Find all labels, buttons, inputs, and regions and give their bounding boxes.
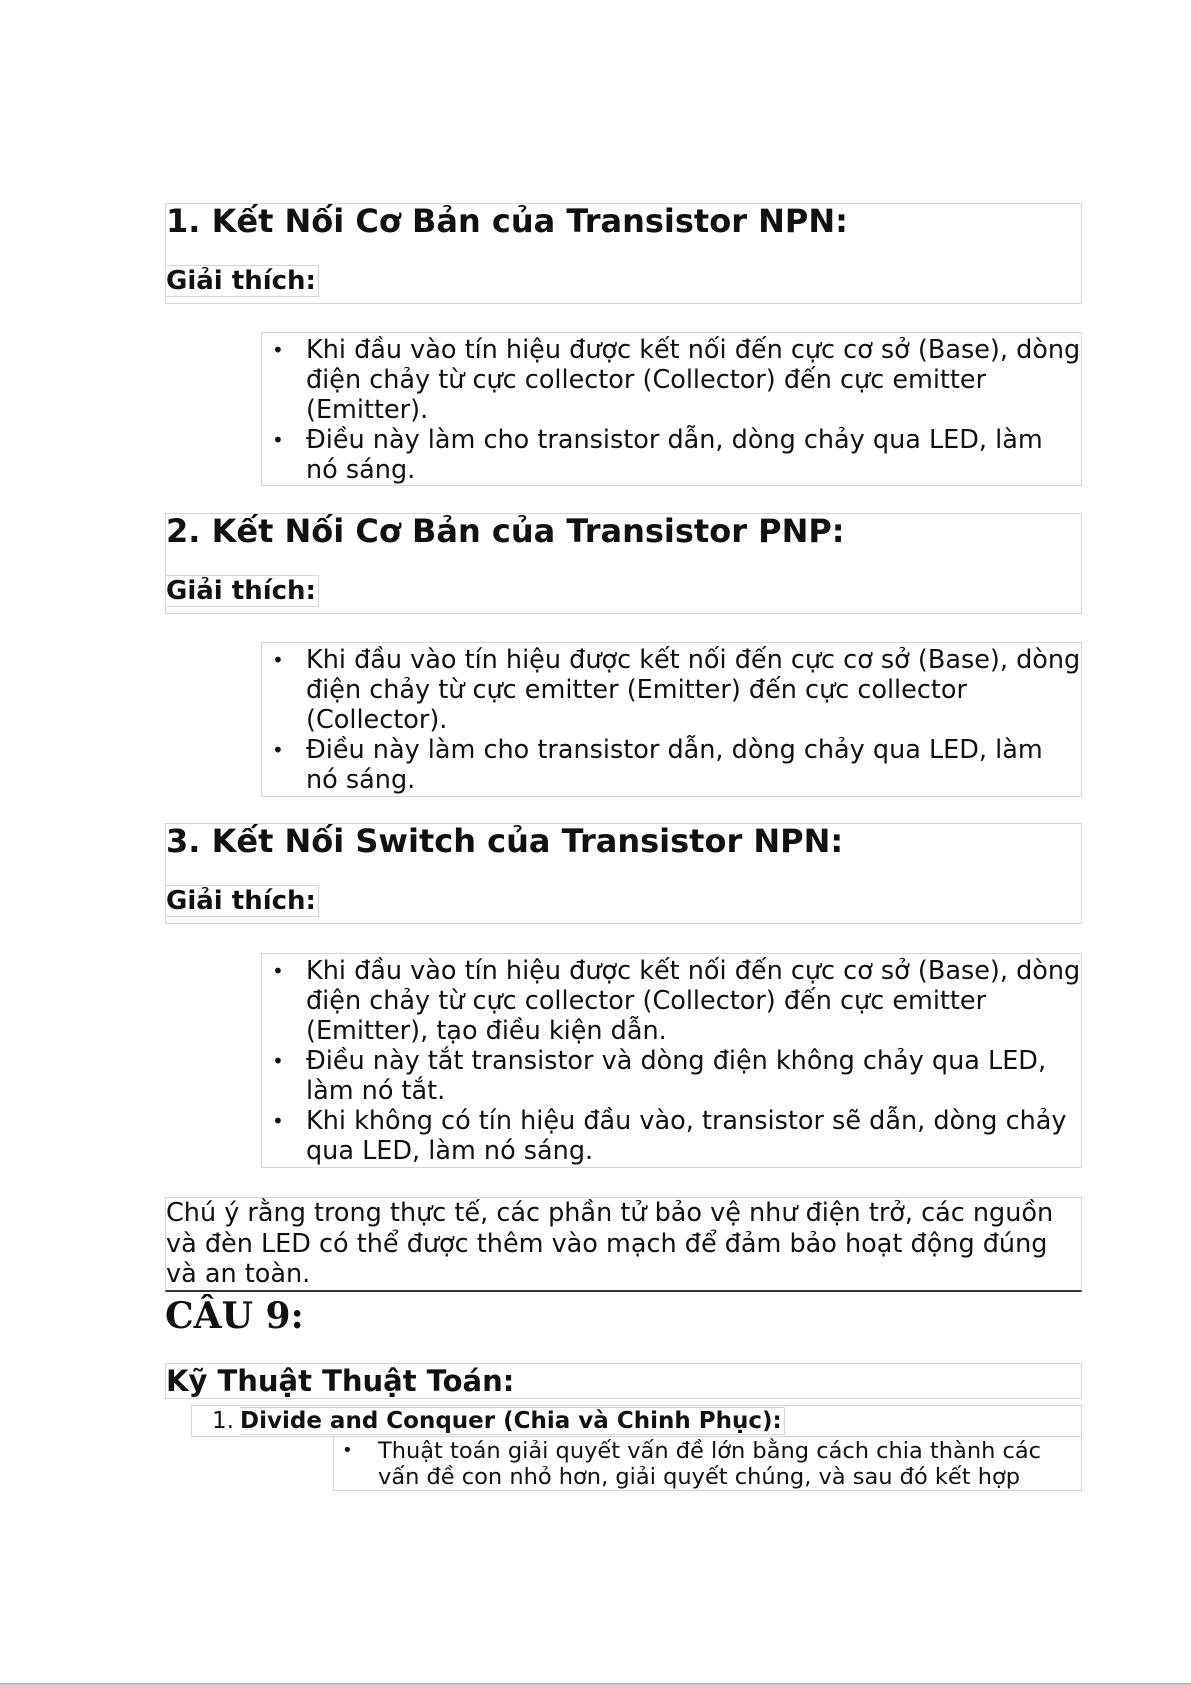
bullet-list bbox=[262, 335, 1081, 485]
list-item: • Khi đầu vào tín hiệu được kết nối đến cực cơ sở (Base), dòng điện chảy từ cực collector (Collector) đến cực emitter (Emitter). bbox=[262, 335, 1081, 425]
section-1-bullets bbox=[261, 332, 1082, 486]
algo-heading: Kỹ Thuật Thuật Toán: bbox=[166, 1364, 515, 1398]
list-item: • Điều này làm cho transistor dẫn, dòng chảy qua LED, làm nó sáng. bbox=[262, 425, 1081, 485]
section-1-title: 1. Kết Nối Cơ Bản của Transistor NPN: bbox=[166, 202, 848, 240]
section-3-header bbox=[165, 823, 1082, 924]
question-heading: CÂU 9: bbox=[165, 1295, 304, 1337]
list-item-line: vấn đề con nhỏ hơn, giải quyết chúng, và sau đó kết hợp bbox=[378, 1464, 1021, 1490]
question-heading-block bbox=[165, 1296, 1082, 1336]
section-3-title: 3. Kết Nối Switch của Transistor NPN: bbox=[166, 822, 844, 860]
list-item: • Khi không có tín hiệu đầu vào, transistor sẽ dẫn, dòng chảy qua LED, làm nó sáng. bbox=[262, 1106, 1081, 1166]
nested-bullet-list bbox=[334, 1438, 1081, 1490]
list-item bbox=[334, 1438, 1081, 1490]
section-3-bullets bbox=[261, 953, 1082, 1168]
list-number: 1. bbox=[212, 1408, 234, 1434]
ordered-list bbox=[191, 1405, 1082, 1437]
bullet-list bbox=[262, 645, 1081, 795]
ordered-list-item bbox=[192, 1407, 1081, 1435]
section-2-bullets bbox=[261, 642, 1082, 797]
section-2-label: Giải thích: bbox=[166, 575, 319, 607]
note-text: Chú ý rằng trong thực tế, các phần tử bảo vệ như điện trở, các nguồn và đèn LED có thể được thêm vào mạch để đảm bảo hoạt động đúng và an toàn. bbox=[166, 1198, 1054, 1289]
section-2-header bbox=[165, 513, 1082, 614]
section-1-label: Giải thích: bbox=[166, 265, 319, 297]
list-item-line: Thuật toán giải quyết vấn đề lớn bằng cách chia thành các bbox=[378, 1438, 1042, 1464]
list-item: • Điều này tắt transistor và dòng điện không chảy qua LED, làm nó tắt. bbox=[262, 1046, 1081, 1106]
list-item: • Điều này làm cho transistor dẫn, dòng chảy qua LED, làm nó sáng. bbox=[262, 735, 1081, 795]
list-item: • Khi đầu vào tín hiệu được kết nối đến cực cơ sở (Base), dòng điện chảy từ cực collector (Collector) đến cực emitter (Emitter), tạo điều kiện dẫn. bbox=[262, 956, 1081, 1046]
list-item-title: Divide and Conquer (Chia và Chinh Phục): bbox=[240, 1407, 785, 1435]
nested-bullets bbox=[333, 1436, 1082, 1491]
list-item: • Khi đầu vào tín hiệu được kết nối đến cực cơ sở (Base), dòng điện chảy từ cực emitter (Emitter) đến cực collector (Collector). bbox=[262, 645, 1081, 735]
bullet-list bbox=[262, 956, 1081, 1166]
note-paragraph bbox=[165, 1197, 1082, 1292]
algo-heading-block bbox=[165, 1363, 1082, 1399]
section-3-label: Giải thích: bbox=[166, 885, 319, 917]
section-2-title: 2. Kết Nối Cơ Bản của Transistor PNP: bbox=[166, 512, 845, 550]
section-1-header bbox=[165, 203, 1082, 304]
